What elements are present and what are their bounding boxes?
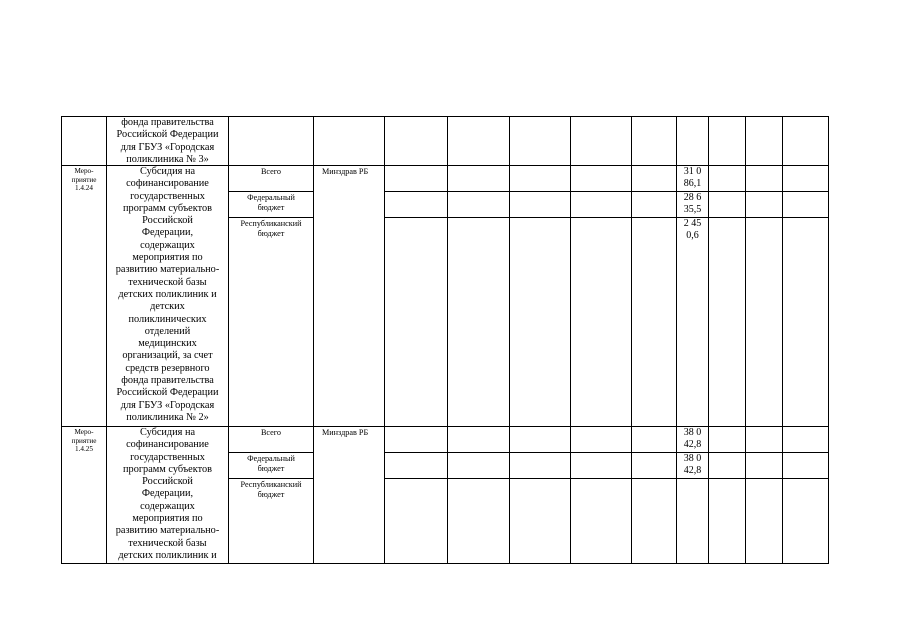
column-rule-7 [509, 116, 510, 564]
column-rule-12 [745, 116, 746, 564]
row-divider-1424-republic-right [384, 217, 829, 218]
executor-label: Минздрав РБ [322, 428, 369, 437]
column-rule-9 [631, 116, 632, 564]
column-rule-11 [708, 116, 709, 564]
measure-code: Меро- приятие 1.4.25 [71, 428, 97, 454]
column-rule-8 [570, 116, 571, 564]
funding-source-federal: Федеральный бюджет [247, 193, 295, 213]
funding-source-total: Всего [260, 428, 282, 437]
column-rule-13 [782, 116, 783, 564]
row-divider-1424-republic [228, 217, 314, 218]
measure-code: Меро- приятие 1.4.24 [71, 167, 97, 193]
executor-label: Минздрав РБ [322, 167, 369, 176]
funding-source-republic: Республиканский бюджет [240, 219, 302, 239]
funding-source-federal: Федеральный бюджет [247, 454, 295, 474]
row-divider-1424-federal-right [384, 191, 829, 192]
amount-federal: 28 6 35,5 [683, 192, 702, 216]
row-divider-1425-federal [228, 452, 314, 453]
row-divider-1425-republic [228, 478, 314, 479]
column-rule-14 [828, 116, 829, 564]
measure-description: Субсидия на софинансирование государственных программ субъектов Российской Федерации, содержащих мероприятия по развитию материально- технической базы детских поликлиник и детских поликлинических отделений медицинских организаций, за счет средств резервного фонда правительства Российской Федерации для ГБУЗ «Городская поликлиника № 2» [115, 166, 220, 423]
funding-source-total: Всего [260, 167, 282, 176]
column-rule-4 [313, 116, 314, 564]
column-rule-5 [384, 116, 385, 564]
measure-description: Субсидия на софинансирование государственных программ субъектов Российской Федерации, содержащих мероприятия по развитию материально- технической базы детских поликлиник и [115, 427, 220, 561]
column-rule-6 [447, 116, 448, 564]
top-row-description: фонда правительства Российской Федерации для ГБУЗ «Городская поликлиника № 3» [116, 117, 219, 165]
row-divider-1425-republic-right [384, 478, 829, 479]
row-divider-1425-federal-right [384, 452, 829, 453]
amount-total: 31 0 86,1 [683, 166, 702, 190]
funding-source-republic: Республиканский бюджет [240, 480, 302, 500]
column-rule-2 [106, 116, 107, 564]
amount-total: 38 0 42,8 [683, 427, 702, 451]
table-rule-bottom [61, 563, 829, 564]
row-divider-1424-federal [228, 191, 314, 192]
amount-republic: 2 45 0,6 [683, 218, 702, 242]
amount-federal: 38 0 42,8 [683, 453, 702, 477]
